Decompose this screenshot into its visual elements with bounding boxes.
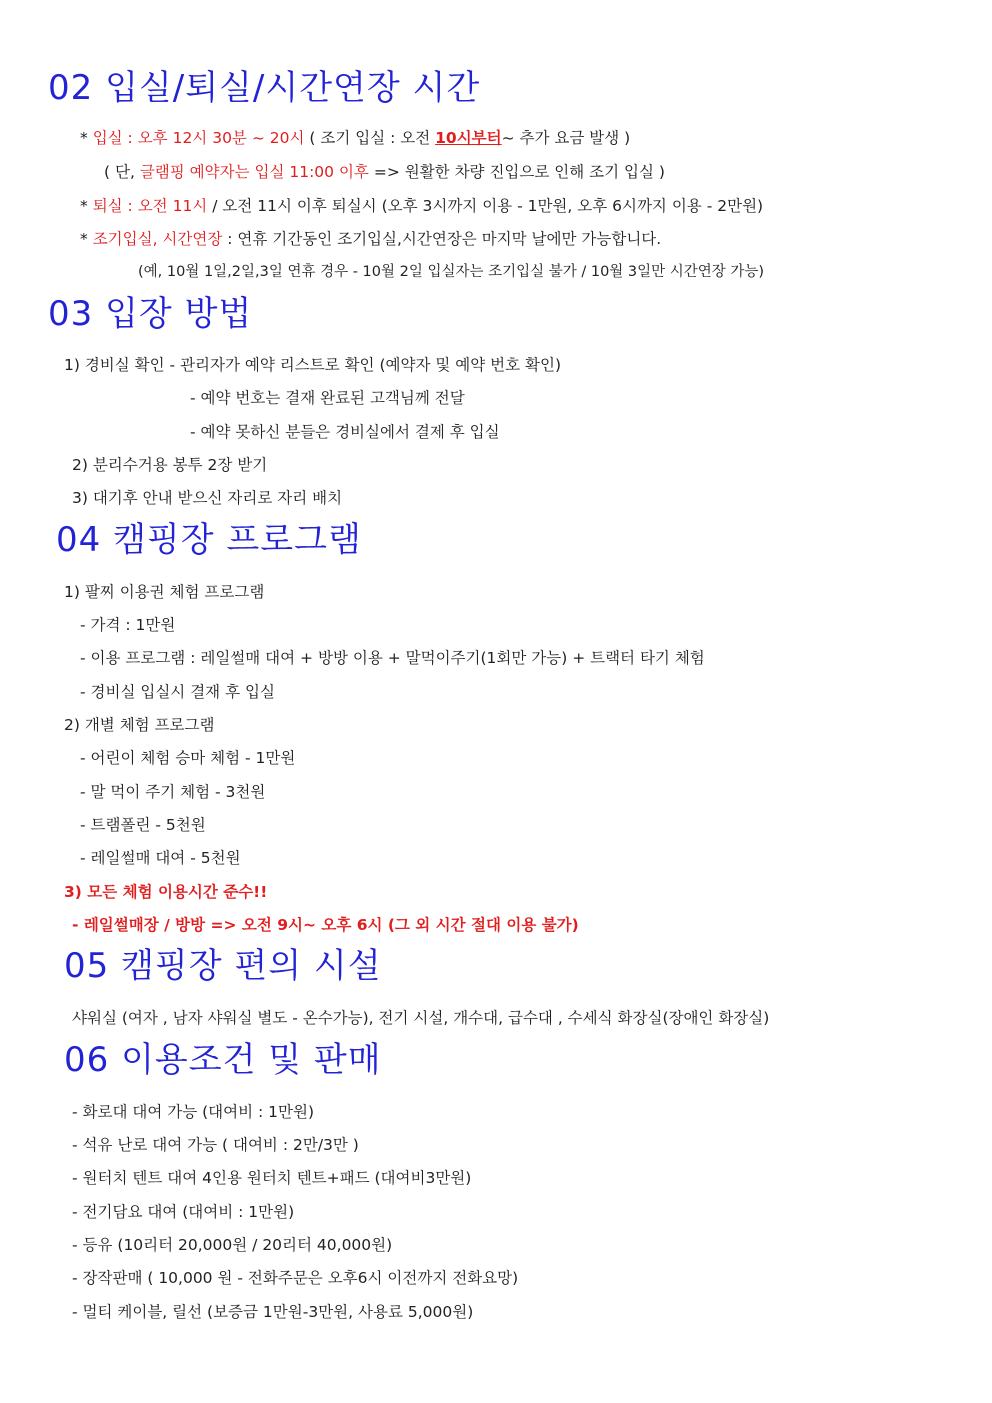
list-item: - 석유 난로 대여 가능 ( 대여비 : 2만/3만 )	[72, 1136, 359, 1154]
list-item: - 원터치 텐트 대여 4인용 원터치 텐트+패드 (대여비3만원)	[72, 1169, 472, 1187]
early-checkin-time: 10시부터	[435, 129, 502, 147]
list-item: 1) 경비실 확인 - 관리자가 예약 리스트로 확인 (예약자 및 예약 번호 확인)	[64, 356, 561, 374]
extra-fee-text: ~ 추가 요금 발생 )	[501, 129, 631, 147]
section-05-heading: 05 캠핑장 편의 시설	[64, 946, 382, 986]
holiday-label: 조기입실, 시간연장	[92, 230, 223, 248]
note-rest: => 원활한 차량 진입으로 인해 조기 입실 )	[368, 163, 665, 181]
list-item: - 등유 (10리터 20,000원 / 20리터 40,000원)	[72, 1236, 393, 1254]
checkin-time: 입실 : 오후 12시 30분 ~ 20시	[92, 129, 305, 147]
list-item: - 예약 번호는 결재 완료된 고객님께 전달	[190, 389, 465, 407]
holiday-example: (예, 10월 1일,2일,3일 연휴 경우 - 10월 2일 입실자는 조기입실 불가 / 10월 3일만 시간연장 가능)	[138, 264, 765, 280]
bullet: *	[80, 129, 93, 147]
list-item: - 트램폴린 - 5천원	[80, 816, 206, 834]
holiday-line	[80, 229, 661, 249]
section-04-heading: 04 캠핑장 프로그램	[56, 520, 362, 560]
bullet: *	[80, 197, 93, 215]
list-item: 2) 분리수거용 봉투 2장 받기	[72, 456, 268, 474]
list-item: - 장작판매 ( 10,000 원 - 전화주문은 오후6시 이전까지 전화요망)	[72, 1269, 519, 1287]
list-item: - 어린이 체험 승마 체험 - 1만원	[80, 749, 296, 767]
section-06-heading: 06 이용조건 및 판매	[64, 1040, 382, 1080]
usage-time-warning: 3) 모든 체험 이용시간 준수!!	[64, 883, 268, 901]
section-02-heading: 02 입실/퇴실/시간연장 시간	[48, 68, 481, 108]
list-item: - 전기담요 대여 (대여비 : 1만원)	[72, 1203, 295, 1221]
section-03-heading: 03 입장 방법	[48, 294, 253, 334]
list-item: - 이용 프로그램 : 레일썰매 대여 + 방방 이용 + 말먹이주기(1회만 가능) + 트랙터 타기 체험	[80, 649, 705, 667]
glamping-note-line	[104, 162, 665, 182]
list-item: - 말 먹이 주기 체험 - 3천원	[80, 783, 266, 801]
list-item: - 경비실 입실시 결재 후 입실	[80, 683, 275, 701]
list-item: - 가격 : 1만원	[80, 616, 176, 634]
note-open: ( 단,	[104, 163, 140, 181]
list-item: - 레일썰매 대여 - 5천원	[80, 849, 241, 867]
list-item: 3) 대기후 안내 받으신 자리로 자리 배치	[72, 489, 343, 507]
checkout-time: 퇴실 : 오전 11시	[92, 197, 208, 215]
list-item: - 화로대 대여 가능 (대여비 : 1만원)	[72, 1103, 315, 1121]
holiday-rule: : 연휴 기간동인 조기입실,시간연장은 마지막 날에만 가능합니다.	[222, 230, 662, 248]
bullet: *	[80, 230, 93, 248]
checkin-line	[80, 128, 630, 148]
facilities-text: 샤워실 (여자 , 남자 샤워실 별도 - 온수가능), 전기 시설, 개수대, 급수대 , 수세식 화장실(장애인 화장실)	[72, 1009, 770, 1027]
checkout-line	[80, 196, 763, 216]
early-checkin-text: ( 조기 입실 : 오전	[304, 129, 436, 147]
list-item: - 예약 못하신 분들은 경비실에서 결제 후 입실	[190, 423, 500, 441]
usage-time-hours: - 레일썰매장 / 방방 => 오전 9시~ 오후 6시 (그 외 시간 절대 이용 불가)	[72, 916, 579, 934]
glamping-checkin: 글램핑 예약자는 입실 11:00 이후	[139, 163, 369, 181]
list-item: 1) 팔찌 이용권 체험 프로그램	[64, 583, 265, 601]
list-item: - 멀티 케이블, 릴선 (보증금 1만원-3만원, 사용료 5,000원)	[72, 1303, 474, 1321]
late-checkout-fees: / 오전 11시 이후 퇴실시 (오후 3시까지 이용 - 1만원, 오후 6시까지 이용 - 2만원)	[207, 197, 764, 215]
list-item: 2) 개별 체험 프로그램	[64, 716, 215, 734]
